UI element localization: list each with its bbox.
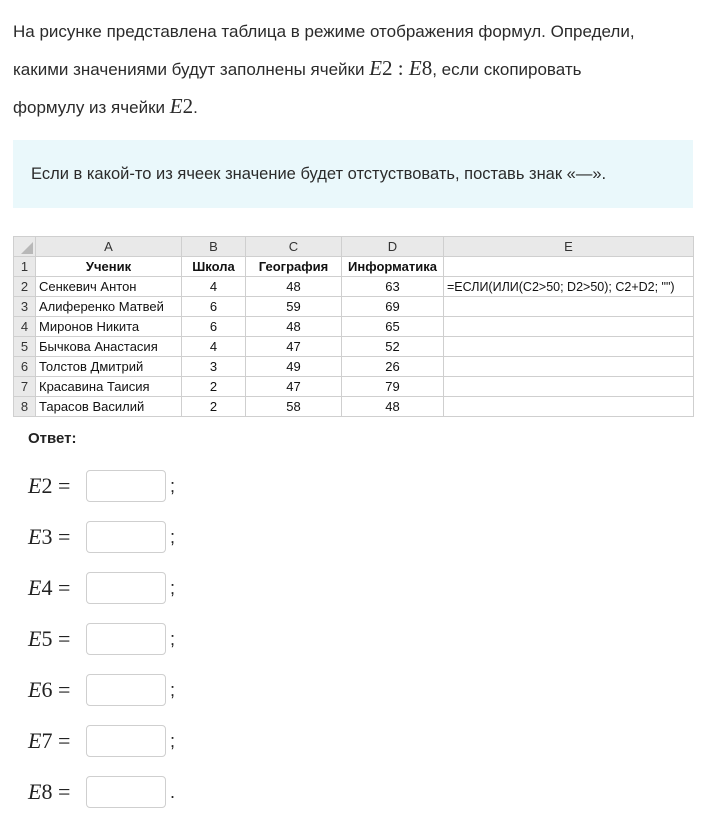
answer-cell-num: 3 <box>41 524 53 549</box>
hint-box <box>13 140 693 208</box>
cell-name[interactable]: Толстов Дмитрий <box>36 357 182 377</box>
answer-cell-label <box>28 575 86 601</box>
cell-geography[interactable]: 58 <box>246 397 342 417</box>
header-cell-school[interactable]: Школа <box>182 257 246 277</box>
answer-row-e3 <box>28 520 175 554</box>
range-colon: : <box>392 56 409 80</box>
answer-separator: ; <box>170 730 176 751</box>
answer-cell-label <box>28 626 86 652</box>
cell-e[interactable] <box>444 297 694 317</box>
table-row <box>14 317 694 337</box>
answer-cell-label <box>28 473 86 499</box>
answer-cell-letter: E <box>28 626 42 651</box>
answer-cell-num: 4 <box>41 575 53 600</box>
answer-row-e8 <box>28 775 175 809</box>
answer-cell-label <box>28 524 86 550</box>
cell-informatics[interactable]: 26 <box>342 357 444 377</box>
cell-school[interactable]: 2 <box>182 377 246 397</box>
row-number[interactable]: 4 <box>14 317 36 337</box>
answer-separator: ; <box>170 628 176 649</box>
cell-geography[interactable]: 47 <box>246 337 342 357</box>
answer-separator: ; <box>170 679 176 700</box>
answer-cell-num: 6 <box>41 677 53 702</box>
column-header-a[interactable]: A <box>36 237 182 257</box>
cell-geography[interactable]: 59 <box>246 297 342 317</box>
answer-input-e7[interactable] <box>86 725 166 757</box>
cell-e[interactable] <box>444 337 694 357</box>
table-row <box>14 357 694 377</box>
answer-equals: = <box>52 626 71 651</box>
table-row <box>14 277 694 297</box>
task-line-2-start: какими значениями будут заполнены ячейки <box>13 60 370 79</box>
column-header-d[interactable]: D <box>342 237 444 257</box>
cell-name[interactable]: Миронов Никита <box>36 317 182 337</box>
source-cell-letter: E <box>169 94 183 118</box>
cell-informatics[interactable]: 63 <box>342 277 444 297</box>
answer-input-e3[interactable] <box>86 521 166 553</box>
answer-input-e2[interactable] <box>86 470 166 502</box>
answer-equals: = <box>52 524 71 549</box>
column-header-b[interactable]: B <box>182 237 246 257</box>
answer-cell-label <box>28 728 86 754</box>
answer-cell-num: 2 <box>41 473 53 498</box>
row-number[interactable]: 5 <box>14 337 36 357</box>
range-end-num: 8 <box>421 56 433 80</box>
cell-e[interactable] <box>444 357 694 377</box>
column-header-c[interactable]: C <box>246 237 342 257</box>
task-line-1: На рисунке представлена таблица в режиме отображения формул. Определи, <box>13 22 635 41</box>
answer-cell-num: 8 <box>41 779 53 804</box>
source-cell-num: 2 <box>182 94 194 118</box>
table-row <box>14 397 694 417</box>
task-text <box>13 14 703 126</box>
answer-row-e5 <box>28 622 175 656</box>
header-cell-e[interactable] <box>444 257 694 277</box>
hint-text: Если в какой-то из ячеек значение будет отстуствовать, поставь знак «—». <box>31 164 607 183</box>
answer-equals: = <box>52 473 71 498</box>
answer-equals: = <box>52 677 71 702</box>
row-number[interactable]: 2 <box>14 277 36 297</box>
answer-input-e5[interactable] <box>86 623 166 655</box>
answer-cell-letter: E <box>28 728 42 753</box>
answer-cell-letter: E <box>28 779 42 804</box>
answer-row-e4 <box>28 571 175 605</box>
row-number[interactable]: 8 <box>14 397 36 417</box>
cell-geography[interactable]: 49 <box>246 357 342 377</box>
answer-input-e4[interactable] <box>86 572 166 604</box>
task-line-3-end: . <box>193 98 198 117</box>
cell-school[interactable]: 6 <box>182 317 246 337</box>
cell-geography[interactable]: 47 <box>246 377 342 397</box>
answer-label: Ответ: <box>28 430 77 447</box>
cell-name[interactable]: Красавина Таисия <box>36 377 182 397</box>
range-end-letter: E <box>408 56 422 80</box>
answer-cell-label <box>28 677 86 703</box>
select-all-corner[interactable] <box>14 237 36 257</box>
cell-school[interactable]: 4 <box>182 277 246 297</box>
cell-informatics[interactable]: 65 <box>342 317 444 337</box>
cell-informatics[interactable]: 79 <box>342 377 444 397</box>
task-line-3 <box>13 88 703 126</box>
task-line-2-end: , если скопировать <box>432 60 582 79</box>
row-number[interactable]: 7 <box>14 377 36 397</box>
range-formula <box>369 56 432 80</box>
header-cell-geography[interactable]: География <box>246 257 342 277</box>
answer-separator: ; <box>170 577 176 598</box>
cell-school[interactable]: 6 <box>182 297 246 317</box>
answer-row-e7 <box>28 724 175 758</box>
cell-name[interactable]: Бычкова Анастасия <box>36 337 182 357</box>
table-row <box>14 297 694 317</box>
range-start-letter: E <box>369 56 383 80</box>
row-number[interactable]: 6 <box>14 357 36 377</box>
cell-informatics[interactable]: 48 <box>342 397 444 417</box>
answer-cell-letter: E <box>28 575 42 600</box>
answer-separator: . <box>170 781 176 802</box>
answer-input-e6[interactable] <box>86 674 166 706</box>
cell-geography[interactable]: 48 <box>246 317 342 337</box>
cell-informatics[interactable]: 69 <box>342 297 444 317</box>
task-line-2 <box>13 50 703 88</box>
answer-cell-letter: E <box>28 473 42 498</box>
answer-separator: ; <box>170 475 176 496</box>
cell-school[interactable]: 2 <box>182 397 246 417</box>
cell-formula[interactable]: =ЕСЛИ(ИЛИ(C2>50; D2>50); C2+D2; "") <box>444 277 694 297</box>
answer-cell-letter: E <box>28 677 42 702</box>
table-row <box>14 377 694 397</box>
answer-row-e6 <box>28 673 175 707</box>
answer-row-e2 <box>28 469 175 503</box>
range-start-num: 2 <box>382 56 393 80</box>
task-line-3-start: формулу из ячейки <box>13 98 170 117</box>
answer-cell-num: 5 <box>41 626 53 651</box>
cell-geography[interactable]: 48 <box>246 277 342 297</box>
column-header-row <box>14 237 694 257</box>
source-cell-formula <box>170 94 193 118</box>
table-row <box>14 337 694 357</box>
cell-name[interactable]: Тарасов Василий <box>36 397 182 417</box>
table-header-row <box>14 257 694 277</box>
cell-e[interactable] <box>444 397 694 417</box>
header-cell-informatics[interactable]: Информатика <box>342 257 444 277</box>
answer-cell-num: 7 <box>41 728 53 753</box>
cell-name[interactable]: Алиференко Матвей <box>36 297 182 317</box>
cell-name[interactable]: Сенкевич Антон <box>36 277 182 297</box>
row-number[interactable]: 3 <box>14 297 36 317</box>
answer-equals: = <box>52 728 71 753</box>
answer-cell-letter: E <box>28 524 42 549</box>
cell-school[interactable]: 4 <box>182 337 246 357</box>
header-cell-student[interactable]: Ученик <box>36 257 182 277</box>
cell-e[interactable] <box>444 317 694 337</box>
row-number[interactable]: 1 <box>14 257 36 277</box>
column-header-e[interactable]: E <box>444 237 694 257</box>
cell-e[interactable] <box>444 377 694 397</box>
answer-separator: ; <box>170 526 176 547</box>
answer-input-e8[interactable] <box>86 776 166 808</box>
answer-cell-label <box>28 779 86 805</box>
spreadsheet-table <box>13 236 694 417</box>
answer-equals: = <box>52 779 71 804</box>
cell-school[interactable]: 3 <box>182 357 246 377</box>
cell-informatics[interactable]: 52 <box>342 337 444 357</box>
answer-equals: = <box>52 575 71 600</box>
